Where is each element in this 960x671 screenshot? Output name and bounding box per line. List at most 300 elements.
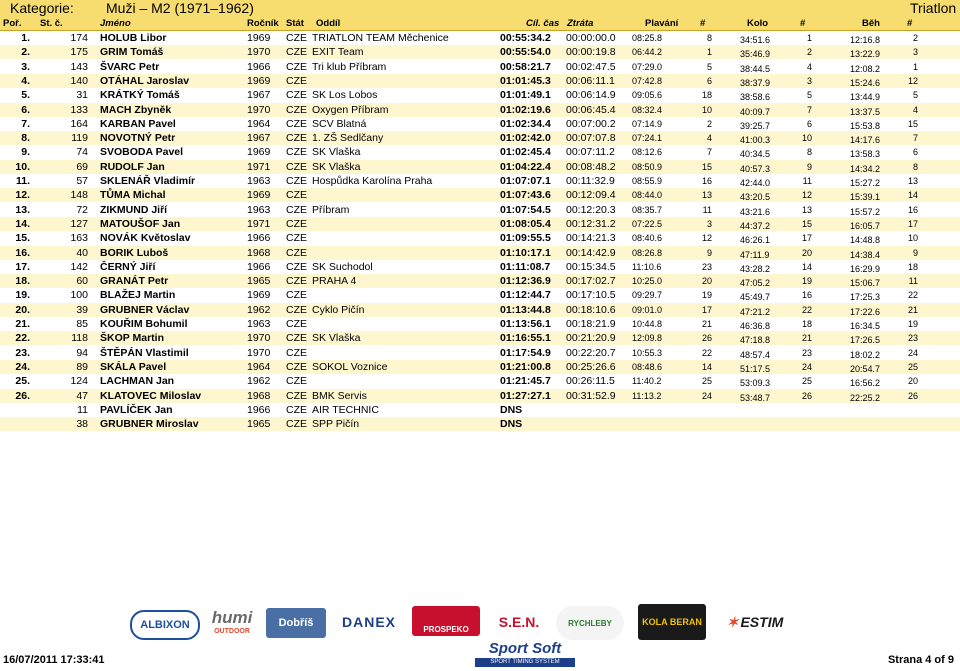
cell-run: 15:57.2 <box>850 206 881 217</box>
cell-club: Tri klub Příbram <box>312 60 387 73</box>
cell-swim-rank: 12 <box>701 233 712 244</box>
cell-club: Cyklo Pičín <box>312 303 365 316</box>
table-row <box>0 303 960 317</box>
cell-country: CZE <box>286 318 307 330</box>
cell-country: CZE <box>286 60 307 73</box>
table-row <box>0 131 960 145</box>
cell-club: SK Vlaška <box>312 146 361 159</box>
cell-run-rank: 26 <box>907 390 918 401</box>
cell-finish-time: 01:13:44.8 <box>500 303 551 316</box>
cell-run: 16:29.9 <box>850 263 881 274</box>
cell-year: 1968 <box>247 389 271 402</box>
cell-bib: 11 <box>77 403 88 416</box>
humi-logo: humi OUTDOOR <box>211 607 253 635</box>
cell-bike: 35:46.9 <box>740 49 771 60</box>
cell-run-rank: 25 <box>907 361 918 372</box>
cell-swim: 08:35.7 <box>632 204 663 215</box>
cell-name: ZIKMUND Jiří <box>100 203 168 216</box>
cell-rank: 13. <box>15 203 30 216</box>
cell-swim-rank: 22 <box>701 347 712 358</box>
sen-logo: S.E.N. <box>498 614 540 630</box>
cell-club: SK Los Lobos <box>312 89 378 102</box>
cell-finish-time: DNS <box>500 418 523 431</box>
cell-run-rank: 14 <box>907 190 918 201</box>
cell-country: CZE <box>286 189 307 202</box>
cell-name: ŠTĚPÁN Vlastimil <box>100 346 189 359</box>
cell-bib: 72 <box>76 203 88 216</box>
col-country: Stát <box>286 18 304 29</box>
cell-loss: 00:07:00.2 <box>566 117 616 130</box>
cell-name: PAVLÍČEK Jan <box>100 403 173 416</box>
cell-rank: 24. <box>15 360 30 373</box>
cell-loss: 00:07:07.8 <box>566 132 616 145</box>
cell-year: 1970 <box>247 103 271 116</box>
cell-rank: 25. <box>15 375 30 388</box>
cell-finish-time: 01:02:42.0 <box>500 132 551 145</box>
cell-name: KOUŘIM Bohumil <box>100 318 188 330</box>
cell-run: 15:53.8 <box>850 120 881 131</box>
table-row <box>0 45 960 59</box>
cell-rank: 18. <box>15 275 30 288</box>
cell-club: Hospůdka Karolína Praha <box>312 175 433 187</box>
cell-year: 1963 <box>247 318 271 330</box>
cell-country: CZE <box>286 89 307 102</box>
cell-rank: 22. <box>15 332 30 345</box>
cell-bib: 118 <box>71 332 88 345</box>
cell-loss: 00:00:00.0 <box>566 32 616 44</box>
table-row <box>0 117 960 131</box>
rychleby-logo: RYCHLEBY <box>556 606 624 640</box>
cell-swim: 09:01.0 <box>632 304 663 315</box>
cell-bib: 174 <box>70 32 88 44</box>
cell-bike-rank: 12 <box>801 190 812 201</box>
cell-swim: 08:55.9 <box>632 176 663 186</box>
cell-swim-rank: 1 <box>706 47 712 58</box>
cell-run: 22:25.2 <box>850 392 881 403</box>
dobris-logo: Dobříš <box>266 608 326 638</box>
cell-rank: 17. <box>15 260 30 273</box>
cell-bib: 140 <box>70 74 88 87</box>
cell-swim-rank: 17 <box>701 304 712 315</box>
cell-rank: 8. <box>21 132 30 145</box>
event-name: Triatlon <box>910 0 957 16</box>
table-row <box>0 160 960 174</box>
cell-swim: 10:55.3 <box>632 347 663 358</box>
cell-country: CZE <box>286 289 307 302</box>
cell-rank: 19. <box>15 289 30 302</box>
cell-bike: 38:37.9 <box>740 77 771 88</box>
cell-run-rank: 21 <box>907 304 918 315</box>
cell-country: CZE <box>286 418 307 431</box>
cell-run: 13:37.5 <box>850 106 881 117</box>
cell-club: AIR TECHNIC <box>312 403 379 416</box>
cell-bike: 47:11.9 <box>740 249 770 260</box>
col-club: Oddíl <box>316 18 341 29</box>
cell-finish-time: 01:11:08.7 <box>500 260 551 273</box>
cell-finish-time: 01:07:54.5 <box>500 203 551 216</box>
cell-name: BORIK Luboš <box>100 246 169 259</box>
cell-bib: 94 <box>76 346 88 359</box>
cell-loss: 00:00:19.8 <box>566 46 616 59</box>
page-number: Strana 4 of 9 <box>887 654 954 666</box>
cell-bike: 40:34.5 <box>740 149 771 160</box>
cell-country: CZE <box>286 332 307 345</box>
cell-bike-rank: 25 <box>801 376 812 387</box>
cell-finish-time: 01:04:22.4 <box>500 160 551 173</box>
col-year: Ročník <box>247 18 279 29</box>
table-row <box>0 246 960 260</box>
cell-run: 14:34.2 <box>850 163 881 174</box>
cell-country: CZE <box>286 360 307 373</box>
cell-rank: 11. <box>15 175 30 187</box>
cell-bike: 40:09.7 <box>740 106 771 117</box>
cell-country: CZE <box>286 275 307 288</box>
cell-run: 15:27.2 <box>850 178 881 188</box>
cell-run-rank: 10 <box>907 233 918 244</box>
cell-bib: 74 <box>76 146 88 159</box>
cell-rank: 3. <box>21 60 30 73</box>
cell-bib: 85 <box>76 318 88 330</box>
cell-bike-rank: 16 <box>801 290 812 301</box>
cell-swim-rank: 8 <box>706 33 712 43</box>
cell-finish-time: 01:27:27.1 <box>500 389 551 402</box>
table-row <box>0 417 960 431</box>
cell-year: 1966 <box>247 260 271 273</box>
cell-run-rank: 17 <box>907 218 918 229</box>
cell-country: CZE <box>286 203 307 216</box>
cell-bib: 164 <box>70 117 88 130</box>
cell-country: CZE <box>286 132 307 145</box>
cell-run: 14:48.8 <box>850 235 881 246</box>
col-run-rank: # <box>907 18 913 29</box>
cell-finish-time: 01:17:54.9 <box>500 346 551 359</box>
cell-country: CZE <box>286 74 307 87</box>
cell-rank: 7. <box>21 117 30 130</box>
cell-name: RUDOLF Jan <box>100 160 165 173</box>
cell-run: 16:56.2 <box>850 378 881 389</box>
col-swim: Plavání <box>645 18 679 29</box>
col-rank: Poř. <box>3 18 22 29</box>
cell-run: 15:24.6 <box>850 77 881 88</box>
cell-loss: 00:18:10.6 <box>566 303 616 316</box>
cell-run: 18:02.2 <box>850 349 881 360</box>
cell-rank: 6. <box>21 103 30 116</box>
cell-swim-rank: 14 <box>701 361 712 372</box>
cell-finish-time: 01:07:43.6 <box>500 189 551 202</box>
cell-loss: 00:06:14.9 <box>566 89 616 102</box>
cell-swim: 10:44.8 <box>632 319 663 329</box>
cell-year: 1970 <box>247 46 271 59</box>
cell-country: CZE <box>286 403 307 416</box>
cell-year: 1966 <box>247 403 271 416</box>
cell-bike-rank: 6 <box>806 118 812 129</box>
cell-bike-rank: 26 <box>801 390 812 401</box>
cell-finish-time: 01:09:55.5 <box>500 232 551 245</box>
cell-loss: 00:08:48.2 <box>566 160 616 173</box>
cell-rank: 26. <box>15 389 30 402</box>
cell-bike-rank: 18 <box>801 319 812 329</box>
cell-run-rank: 3 <box>912 47 918 58</box>
cell-swim-rank: 16 <box>701 176 712 186</box>
cell-bike-rank: 7 <box>806 104 812 115</box>
cell-finish-time: 01:12:36.9 <box>500 275 551 288</box>
cell-country: CZE <box>286 346 307 359</box>
cell-finish-time: 01:13:56.1 <box>500 318 551 330</box>
cell-name: MATOUŠOF Jan <box>100 217 181 230</box>
cell-swim: 07:24.1 <box>632 133 663 144</box>
cell-country: CZE <box>286 260 307 273</box>
cell-run-rank: 6 <box>912 147 918 158</box>
table-row <box>0 103 960 117</box>
cell-bike: 43:21.6 <box>740 206 771 217</box>
cell-bike-rank: 15 <box>801 218 812 229</box>
cell-rank: 1. <box>21 32 30 44</box>
cell-swim-rank: 2 <box>706 118 712 129</box>
cell-bike-rank: 24 <box>801 361 812 372</box>
cell-swim-rank: 18 <box>701 90 712 101</box>
cell-rank: 2. <box>21 46 30 59</box>
cell-year: 1970 <box>247 346 271 359</box>
cell-swim-rank: 10 <box>701 104 712 115</box>
cell-name: LACHMAN Jan <box>100 375 175 388</box>
cell-club: SK Vlaška <box>312 160 361 173</box>
cell-year: 1962 <box>247 303 271 316</box>
cell-name: KLATOVEC Miloslav <box>100 389 202 402</box>
cell-bib: 142 <box>70 260 88 273</box>
cell-name: SVOBODA Pavel <box>100 146 184 159</box>
table-row <box>0 74 960 88</box>
cell-swim: 11:10.6 <box>632 261 662 272</box>
cell-bike: 34:51.6 <box>740 35 771 45</box>
cell-year: 1969 <box>247 74 271 87</box>
cell-finish-time: 01:10:17.1 <box>500 246 551 259</box>
cell-bib: 163 <box>70 232 88 245</box>
cell-run-rank: 18 <box>907 261 918 272</box>
cell-run: 15:06.7 <box>850 278 881 289</box>
cell-swim-rank: 11 <box>702 204 712 215</box>
table-row <box>0 217 960 231</box>
cell-swim: 07:29.0 <box>632 61 663 72</box>
cell-bike: 53:48.7 <box>740 392 771 403</box>
danex-logo: DANEX <box>341 614 396 630</box>
cell-country: CZE <box>286 389 307 402</box>
cell-swim-rank: 26 <box>701 333 712 344</box>
table-row <box>0 274 960 288</box>
category-label: Kategorie: <box>10 0 74 16</box>
cell-country: CZE <box>286 217 307 230</box>
cell-year: 1971 <box>247 160 271 173</box>
col-swim-rank: # <box>700 18 706 29</box>
cell-bike: 42:44.0 <box>740 178 771 188</box>
cell-loss: 00:15:34.5 <box>566 260 616 273</box>
cell-swim: 08:12.6 <box>632 147 663 158</box>
cell-bike: 41:00.3 <box>740 135 771 146</box>
cell-name: GRUBNER Václav <box>100 303 190 316</box>
cell-bike: 43:20.5 <box>740 192 771 203</box>
cell-club: SPP Pičín <box>312 418 360 431</box>
cell-bike-rank: 19 <box>801 276 812 287</box>
cell-name: SKÁLA Pavel <box>100 360 167 373</box>
cell-loss: 00:02:47.5 <box>566 60 616 73</box>
cell-finish-time: 01:12:44.7 <box>500 289 551 302</box>
cell-finish-time: 00:58:21.7 <box>500 60 551 73</box>
cell-finish-time: 01:01:45.3 <box>500 74 551 87</box>
cell-swim: 08:25.8 <box>632 33 663 43</box>
cell-bike-rank: 20 <box>801 247 812 258</box>
cell-bike: 46:26.1 <box>740 235 771 246</box>
table-row <box>0 331 960 345</box>
cell-run-rank: 11 <box>908 276 918 287</box>
cell-year: 1969 <box>247 32 271 44</box>
printed-datetime: 16/07/2011 17:33:41 <box>3 654 105 666</box>
cell-year: 1964 <box>247 360 271 373</box>
cell-run: 12:16.8 <box>850 35 881 45</box>
cell-bib: 133 <box>70 103 88 116</box>
sport-soft-logo <box>475 640 575 670</box>
cell-bib: 39 <box>76 303 88 316</box>
cell-bib: 69 <box>76 160 88 173</box>
cell-run: 12:08.2 <box>850 63 881 74</box>
cell-swim-rank: 6 <box>706 75 712 86</box>
cell-swim: 09:05.6 <box>632 90 663 101</box>
cell-name: MACH Zbyněk <box>100 103 172 116</box>
cell-swim: 08:44.0 <box>632 190 663 201</box>
cell-bib: 100 <box>70 289 88 302</box>
cell-bike: 46:36.8 <box>740 321 771 331</box>
cell-bike: 51:17.5 <box>740 363 771 374</box>
category-value: Muži – M2 (1971–1962) <box>106 0 254 16</box>
cell-bike-rank: 9 <box>806 161 812 172</box>
cell-year: 1970 <box>247 332 271 345</box>
cell-loss: 00:21:20.9 <box>566 332 616 345</box>
cell-swim: 12:09.8 <box>632 333 663 344</box>
cell-swim: 07:42.8 <box>632 75 663 86</box>
cell-swim-rank: 20 <box>701 276 712 287</box>
col-loss: Ztráta <box>567 18 594 29</box>
cell-country: CZE <box>286 175 307 187</box>
cell-swim-rank: 3 <box>706 218 712 229</box>
cell-bike: 47:21.2 <box>740 306 771 317</box>
cell-run-rank: 13 <box>907 176 918 186</box>
cell-swim-rank: 23 <box>701 261 712 272</box>
cell-bike: 38:44.5 <box>740 63 771 74</box>
cell-year: 1966 <box>247 60 271 73</box>
cell-bike-rank: 21 <box>801 333 812 344</box>
cell-name: NOVOTNÝ Petr <box>100 132 176 145</box>
table-row <box>0 403 960 417</box>
cell-swim: 08:26.8 <box>632 247 663 258</box>
cell-bike: 40:57.3 <box>740 163 771 174</box>
cell-club: SCV Blatná <box>312 117 367 130</box>
cell-run: 16:05.7 <box>850 220 881 231</box>
cell-finish-time: 01:01:49.1 <box>500 89 551 102</box>
cell-run-rank: 20 <box>907 376 918 387</box>
cell-bib: 31 <box>76 89 88 102</box>
cell-year: 1964 <box>247 117 271 130</box>
cell-rank: 16. <box>15 246 30 259</box>
cell-run-rank: 8 <box>912 161 918 172</box>
cell-rank: 9. <box>21 146 30 159</box>
cell-run-rank: 5 <box>912 90 918 101</box>
cell-year: 1969 <box>247 189 271 202</box>
cell-swim: 08:40.6 <box>632 233 663 244</box>
cell-swim: 11:13.2 <box>632 390 662 401</box>
col-bib: St. č. <box>40 18 63 29</box>
cell-bike-rank: 10 <box>801 133 812 144</box>
albixon-logo: ALBIXON <box>130 610 200 640</box>
cell-bike-rank: 14 <box>801 261 812 272</box>
cell-run-rank: 23 <box>907 333 918 344</box>
cell-loss: 00:17:02.7 <box>566 275 616 288</box>
cell-bib: 38 <box>76 418 88 431</box>
cell-swim-rank: 24 <box>701 390 712 401</box>
cell-loss: 00:31:52.9 <box>566 389 616 402</box>
sport-soft-tagline: SPORT TIMING SYSTEM <box>475 658 575 667</box>
table-row <box>0 360 960 374</box>
cell-rank: 21. <box>15 318 30 330</box>
table-row <box>0 346 960 360</box>
table-row <box>0 317 960 331</box>
cell-year: 1969 <box>247 146 271 159</box>
cell-loss: 00:14:21.3 <box>566 232 616 245</box>
cell-bike: 45:49.7 <box>740 292 771 303</box>
cell-bib: 57 <box>76 175 88 187</box>
cell-swim-rank: 9 <box>706 247 712 258</box>
col-bike: Kolo <box>747 18 769 29</box>
cell-bike-rank: 17 <box>801 233 812 244</box>
cell-run-rank: 15 <box>907 118 918 129</box>
table-row <box>0 60 960 74</box>
cell-loss: 00:07:11.2 <box>566 146 615 159</box>
cell-loss: 00:14:42.9 <box>566 246 616 259</box>
cell-name: KRÁTKÝ Tomáš <box>100 89 180 102</box>
cell-run-rank: 19 <box>907 319 918 329</box>
cell-loss: 00:22:20.7 <box>566 346 616 359</box>
cell-finish-time: 00:55:54.0 <box>500 46 551 59</box>
table-row <box>0 174 960 188</box>
cell-club: PRAHA 4 <box>312 275 357 288</box>
cell-swim-rank: 15 <box>701 161 712 172</box>
cell-name: KARBAN Pavel <box>100 117 176 130</box>
cell-year: 1967 <box>247 132 271 145</box>
cell-run: 14:38.4 <box>850 249 881 260</box>
cell-bib: 47 <box>76 389 88 402</box>
cell-rank: 14. <box>15 217 30 230</box>
cell-run: 13:44.9 <box>850 92 881 103</box>
cell-swim-rank: 25 <box>701 376 712 387</box>
cell-bike-rank: 13 <box>801 204 812 215</box>
table-row <box>0 260 960 274</box>
cell-loss: 00:12:09.4 <box>566 189 616 202</box>
cell-bike-rank: 1 <box>806 33 812 43</box>
cell-run-rank: 7 <box>912 133 918 144</box>
cell-loss: 00:11:32.9 <box>566 175 615 187</box>
sport-soft-brand: Sport Soft <box>488 640 562 657</box>
cell-run-rank: 4 <box>912 104 918 115</box>
cell-finish-time: 01:08:05.4 <box>500 217 551 230</box>
cell-club: EXIT Team <box>312 46 364 59</box>
cell-loss: 00:17:10.5 <box>566 289 616 302</box>
cell-swim: 06:44.2 <box>632 47 663 58</box>
cell-name: ŠKOP Martin <box>100 332 164 345</box>
cell-bike-rank: 23 <box>801 347 812 358</box>
cell-name: GRUBNER Miroslav <box>100 418 199 431</box>
cell-run: 13:58.3 <box>850 149 881 160</box>
cell-run: 16:34.5 <box>850 321 881 331</box>
cell-country: CZE <box>286 32 307 44</box>
table-row <box>0 188 960 202</box>
cell-run: 17:25.3 <box>850 292 881 303</box>
